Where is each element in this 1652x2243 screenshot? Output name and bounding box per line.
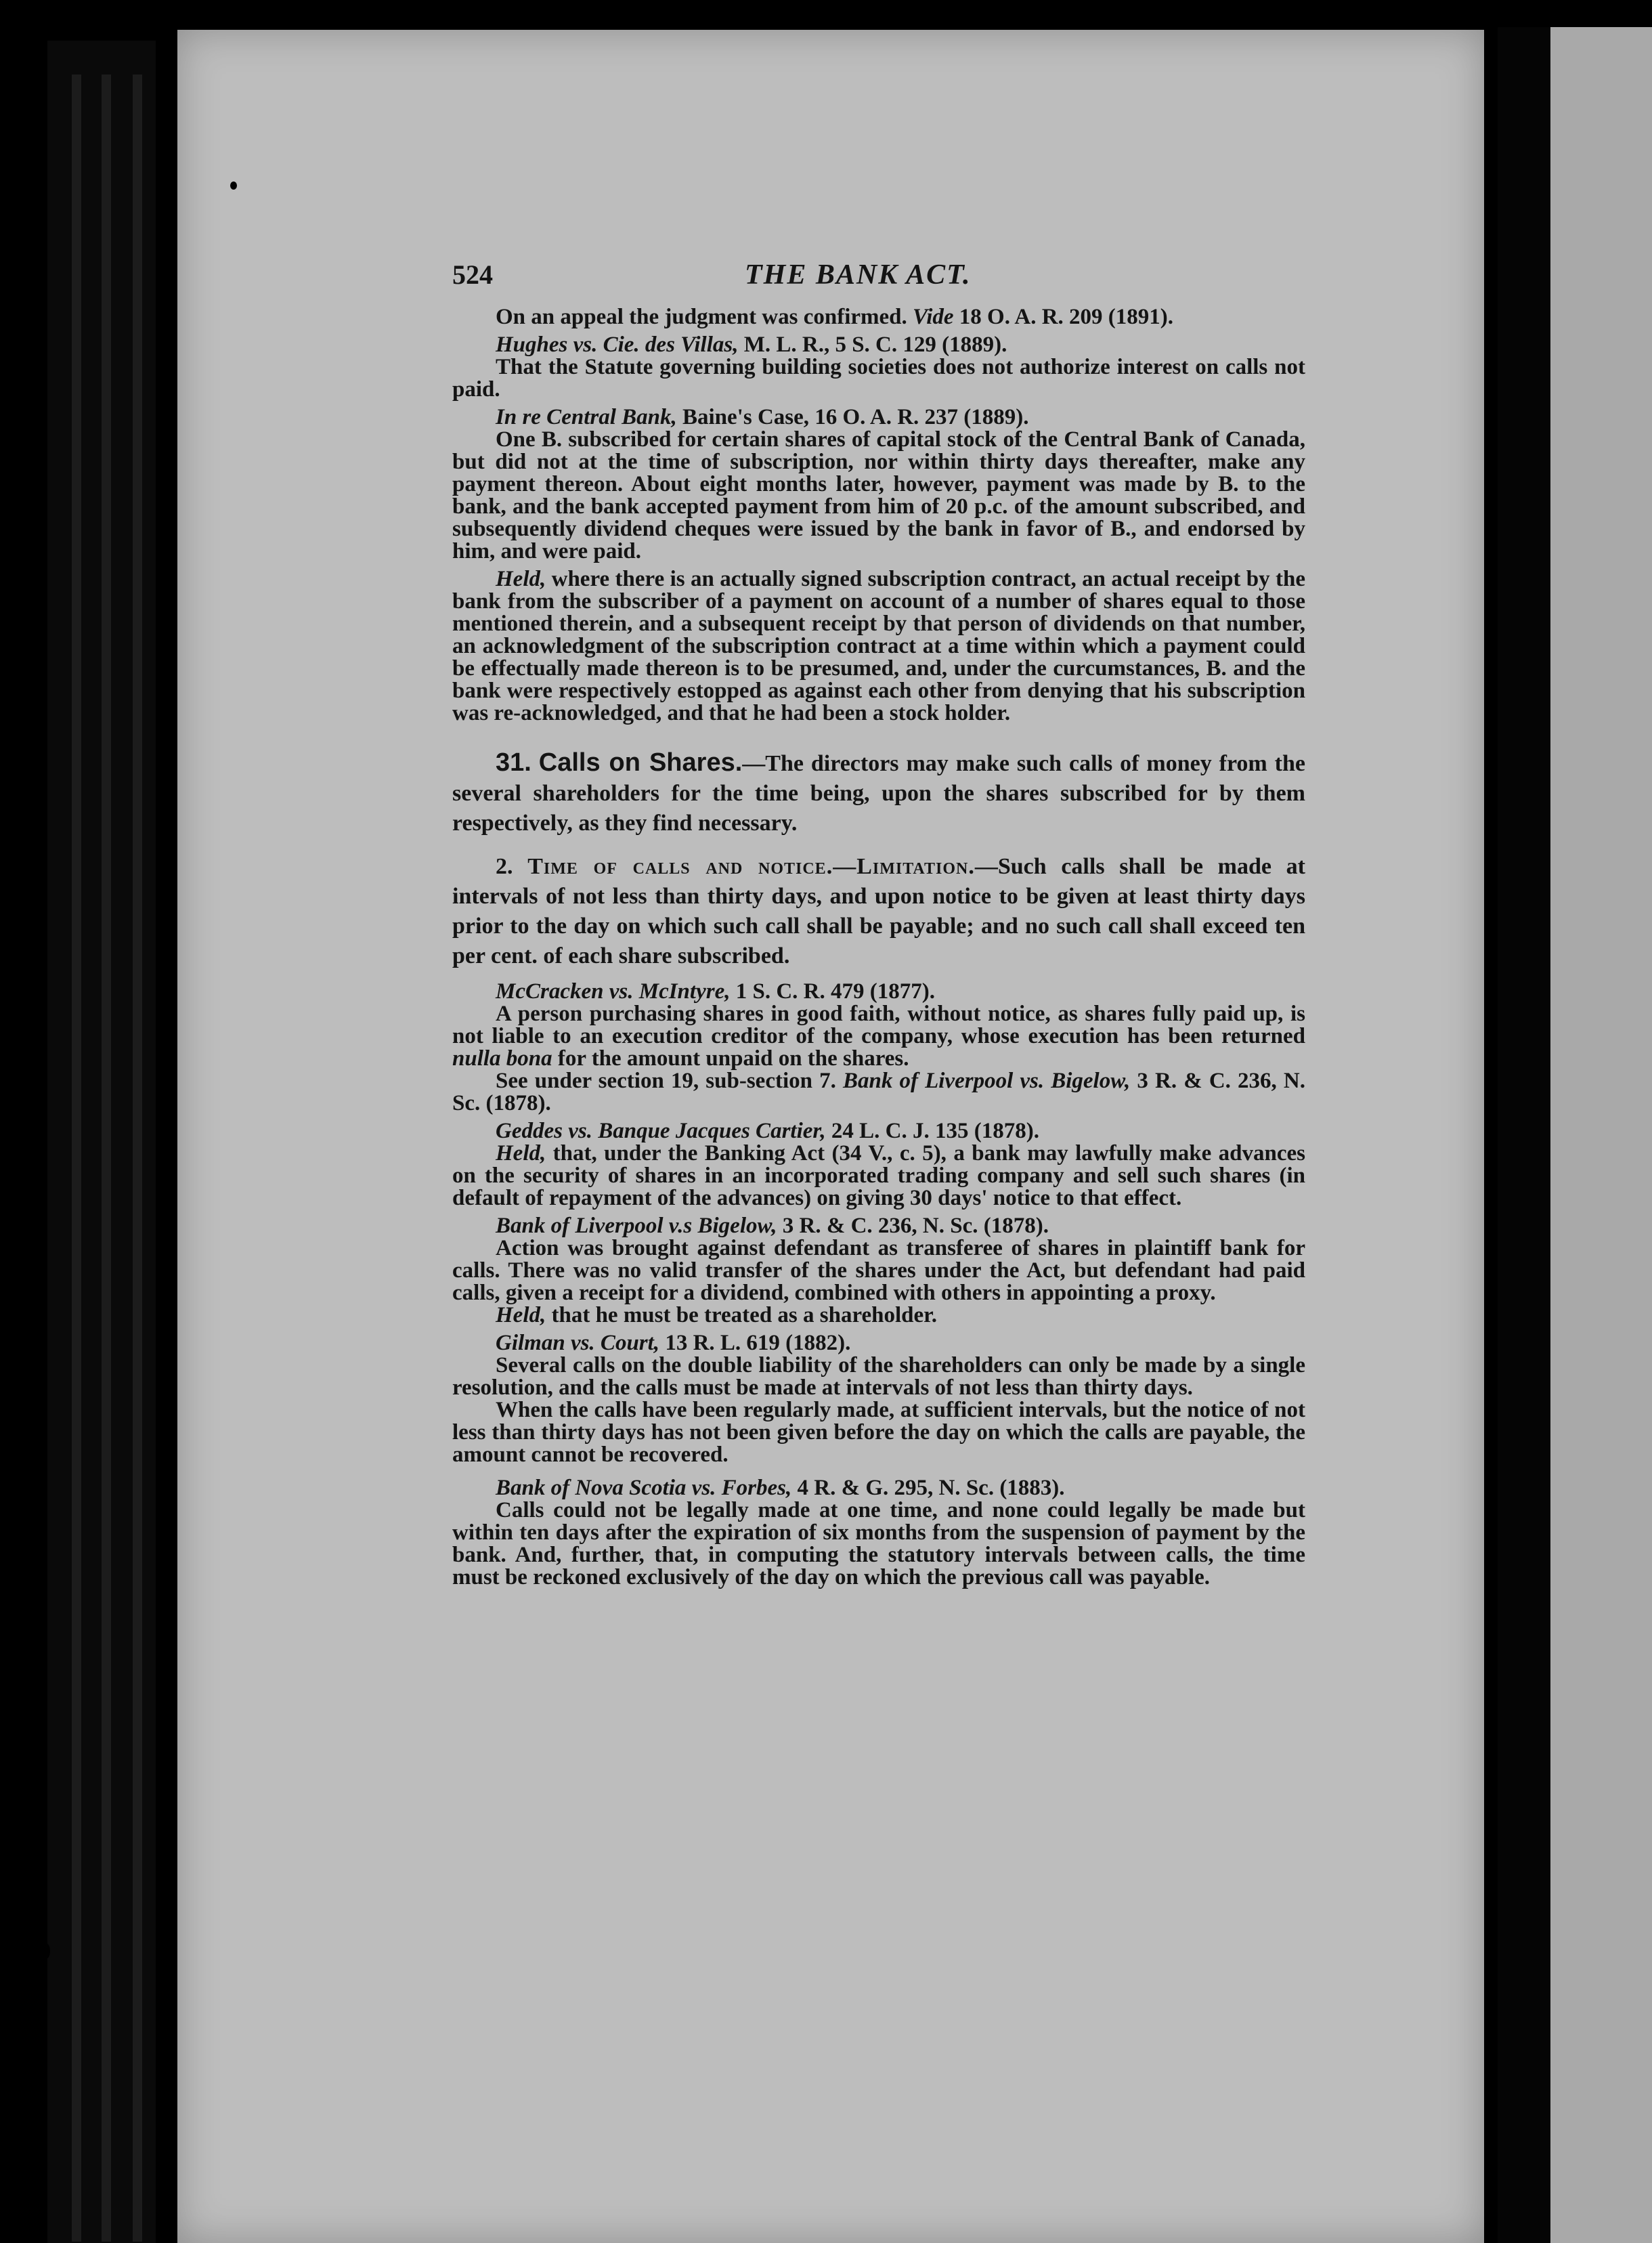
text: On an appeal the judgment was confirmed. xyxy=(496,305,907,329)
text: where there is an actually signed subscription contract, an actual receipt by the bank from the subscriber of a payment on account of a number of shares equal to those mentioned therein, and a subsequent receipt by that person of dividends on that number, an acknowledgment of the subscription contract at a time within which a payment could be effectually made thereon is to be presumed, and, under the curcumstances, B. and the bank were respectively estopped as against each other from denying that his subscription was re-acknowledged, and that he had been a stock holder. xyxy=(452,567,1306,725)
page-content xyxy=(452,252,1305,1594)
case-citation xyxy=(452,1120,1305,1142)
section-title: Calls on Shares. xyxy=(538,748,743,777)
case-name: Bank of Liverpool v.s Bigelow, xyxy=(496,1214,777,1238)
case-name: Bank of Nova Scotia vs. Forbes, xyxy=(496,1476,792,1500)
case-citation xyxy=(452,1477,1305,1499)
paragraph xyxy=(452,1003,1305,1070)
case-citation xyxy=(452,406,1305,429)
text: See under section 19, sub-section 7. xyxy=(496,1069,836,1093)
citation-ref: 13 R. L. 619 (1882). xyxy=(665,1331,851,1355)
held-label: Held, xyxy=(496,1303,546,1327)
case-name: Bank of Liverpool vs. Bigelow, xyxy=(843,1069,1131,1093)
paragraph: Action was brought against defendant as transferee of shares in plaintiff bank for calls. There was no valid transfer of the shares under the Act, but defendant had paid calls, given a receipt for a dividend, combined with others in appointing a proxy. xyxy=(452,1236,1305,1305)
text: that, under the Banking Act (34 V., c. 5), a bank may lawfully make advances on the security of shares in an incorporated trading company and sell such shares (in default of repayment of the advances) on giving 30 days' notice to that effect. xyxy=(452,1141,1306,1210)
case-citation xyxy=(452,334,1305,356)
latin-term: nulla bona xyxy=(452,1046,552,1071)
case-name: Hughes vs. Cie. des Villas, xyxy=(496,333,739,357)
paragraph: That the Statute governing building societies does not authorize interest on calls not paid. xyxy=(452,355,1305,402)
section-31 xyxy=(452,748,1305,838)
running-title: THE BANK ACT. xyxy=(745,259,972,291)
citation-ref: M. L. R., 5 S. C. 129 (1889). xyxy=(743,333,1007,357)
spine-edge xyxy=(133,74,142,2242)
paragraph: Several calls on the double liability of the shareholders can only be made by a single resolution, and the calls must be made at intervals of not less than thirty days. xyxy=(452,1353,1305,1400)
paragraph xyxy=(452,306,1305,328)
paragraph xyxy=(452,1304,1305,1327)
case-citation xyxy=(452,1215,1305,1237)
subsection-number: 2. xyxy=(496,854,513,879)
paragraph: Calls could not be legally made at one time, and none could legally be made but within ten days after the expiration of six months from the suspension of payment by the bank. And, further, that, in computing the statutory intervals between calls, the time must be reckoned exclusively of the day on which the previous call was payable. xyxy=(452,1498,1305,1589)
speck xyxy=(230,181,237,190)
case-name: Gilman vs. Court, xyxy=(496,1331,660,1355)
spine-edge xyxy=(72,74,81,2242)
citation-ref: 3 R. & C. 236, N. Sc. (1878). xyxy=(452,1069,1305,1115)
section-text: —The directors may make such calls of money from the several shareholders for the time being, upon the shares subscribed for by them respectively, as they find necessary. xyxy=(452,751,1305,836)
vide-label: Vide xyxy=(913,305,954,329)
subsection-text: —Such calls shall be made at intervals of not less than thirty days, and upon notice to be given at least thirty days prior to the day on which such call shall be payable; and no such call shall exceed ten per cent. of each share subscribed. xyxy=(452,854,1305,968)
citation-ref: 1 S. C. R. 479 (1877). xyxy=(735,979,935,1004)
case-citation xyxy=(452,981,1305,1003)
paragraph xyxy=(452,568,1305,725)
text: for the amount unpaid on the shares. xyxy=(557,1046,909,1071)
subsection-2 xyxy=(452,852,1305,971)
subsection-title: Time of calls and notice.—Limitation. xyxy=(527,854,975,879)
text: A person purchasing shares in good faith, without notice, as shares fully paid up, is not liable to an execution creditor of the company, whose execution has been returned xyxy=(452,1002,1305,1048)
case-name: McCracken vs. McIntyre, xyxy=(496,979,731,1004)
page-number: 524 xyxy=(452,259,493,290)
held-label: Held, xyxy=(496,567,546,591)
held-label: Held, xyxy=(496,1141,546,1166)
facing-page-edge xyxy=(1550,27,1652,2243)
case-name: Geddes vs. Banque Jacques Cartier, xyxy=(496,1119,826,1143)
paragraph xyxy=(452,1142,1305,1210)
case-name: In re Central Bank, xyxy=(496,405,677,429)
case-citation xyxy=(452,1332,1305,1354)
paragraph: When the calls have been regularly made, at sufficient intervals, but the notice of not less than thirty days has not been given before the day on which the calls are payable, the amount cannot be recovered. xyxy=(452,1398,1305,1467)
citation-ref: 4 R. & G. 295, N. Sc. (1883). xyxy=(797,1476,1065,1500)
text: that he must be treated as a shareholder. xyxy=(551,1303,938,1327)
speck xyxy=(43,1944,50,1959)
citation-ref: 24 L. C. J. 135 (1878). xyxy=(831,1119,1039,1143)
paragraph xyxy=(452,1070,1305,1115)
citation-ref: 18 O. A. R. 209 (1891). xyxy=(959,305,1174,329)
paragraph: One B. subscribed for certain shares of capital stock of the Central Bank of Canada, but did not at the time of subscription, nor within thirty days thereafter, make any payment thereon. About eight months later, however, payment was made by B. to the bank, and the bank accepted payment from him of 20 p.c. of the amount subscribed, and subsequently dividend cheques were issued by the bank in favor of B., and endorsed by him, and were paid. xyxy=(452,427,1305,563)
spine-edge xyxy=(102,74,111,2242)
section-number: 31. xyxy=(496,748,531,777)
page-header xyxy=(452,252,1305,306)
citation-ref: Baine's Case, 16 O. A. R. 237 (1889). xyxy=(682,405,1029,429)
citation-ref: 3 R. & C. 236, N. Sc. (1878). xyxy=(782,1214,1049,1238)
